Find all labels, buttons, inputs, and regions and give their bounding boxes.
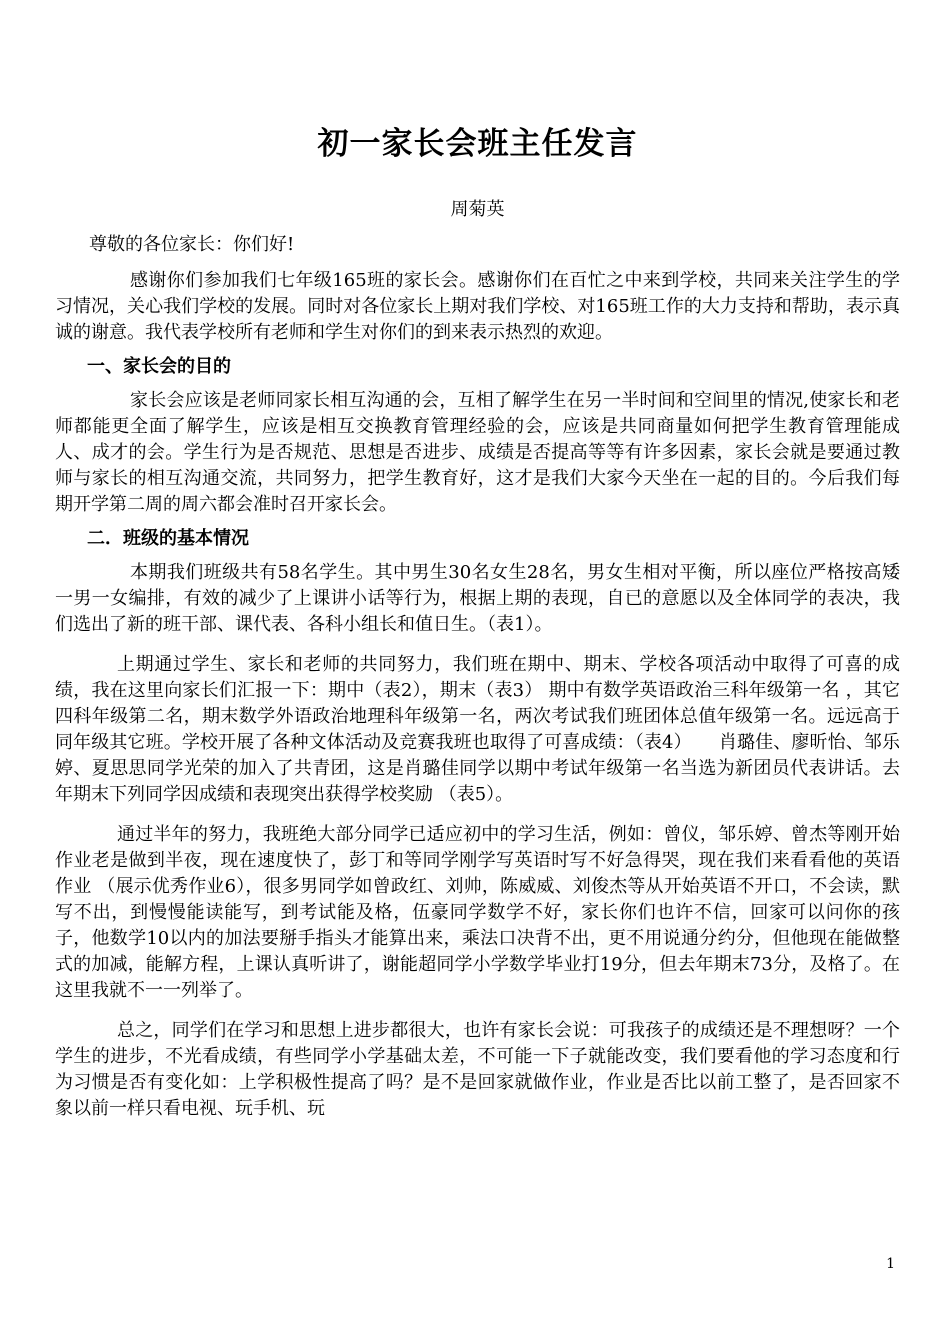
author-name: 周菊英 bbox=[450, 199, 505, 220]
page-number: 1 bbox=[886, 1256, 895, 1272]
intro-paragraph: 感谢你们参加我们七年级165班的家长会。感谢你们在百忙之中来到学校，共同来关注学生的学习情况，关心我们学校的发展。同时对各位家长上期对我们学校、对165班工作的大力支持和帮助，表示真诚的谢意。我代表学校所有老师和学生对你们的到来表示热烈的欢迎。 bbox=[55, 270, 900, 343]
class-info-paragraph-3: 通过半年的努力，我班绝大部分同学已适应初中的学习生活，例如：曾仪，邹乐婷、曾杰等刚开始作业老是做到半夜，现在速度快了，彭丁和等同学刚学写英语时写不好急得哭，现在我们来看看他的英语作业 （展示优秀作业6），很多男同学如曾政红、刘帅，陈威威、刘俊杰等从开始英语不开口，不会读，默写不出，到慢慢能读能写，到考试能及格，伍豪同学数学不好，家长你们也许不信，回家可以问你的孩子，他数学10以内的加法要掰手指头才能算出来，乘法口决背不出，更不用说通分约分，但他现在能做整式的加减，能解方程，上课认真听讲了，谢能超同学小学数学毕业打19分，但去年期末73分，及格了。在这里我就不一一列举了。 bbox=[55, 824, 900, 1001]
document-page bbox=[55, 120, 900, 1122]
section-heading-purpose: 一、家长会的目的 bbox=[87, 356, 231, 377]
class-info-paragraph-4: 总之，同学们在学习和思想上进步都很大，也许有家长会说：可我孩子的成绩还是不理想呀？一个学生的进步，不光看成绩，有些同学小学基础太差，不可能一下子就能改变，我们要看他的学习态度和行为习惯是否有变化如：上学积极性提高了吗？是不是回家就做作业，作业是否比以前工整了，是否回家不象以前一样只看电视、玩手机、玩 bbox=[55, 1020, 900, 1119]
greeting: 尊敬的各位家长：你们好! bbox=[89, 234, 295, 255]
section-heading-class-info: 二．班级的基本情况 bbox=[87, 528, 249, 549]
class-info-paragraph-1: 本期我们班级共有58名学生。其中男生30名女生28名，男女生相对平衡，所以座位严格按高矮一男一女编排，有效的减少了上课讲小话等行为，根据上期的表现，自已的意愿以及全体同学的表决，我们选出了新的班干部、课代表、各科小组长和值日生。（表1）。 bbox=[55, 562, 900, 635]
document-title: 初一家长会班主任发言 bbox=[317, 126, 638, 162]
class-info-paragraph-2: 上期通过学生、家长和老师的共同努力，我们班在期中、期末、学校各项活动中取得了可喜的成绩，我在这里向家长们汇报一下：期中（表2），期末（表3） 期中有数学英语政治三科年级第一名 ，其它四科年级第二名，期末数学外语政治地理科年级第一名，两次考试我们班团体总值年级第一名。远远高于同年级其它班。学校开展了各种文体活动及竞赛我班也取得了可喜成绩：（表4） 肖璐佳、廖昕怡、邹乐婷、夏思思同学光荣的加入了共青团，这是肖璐佳同学以期中考试年级第一名当选为新团员代表讲话。去年期末下列同学因成绩和表现突出获得学校奖励 （表5）。 bbox=[55, 654, 900, 805]
purpose-paragraph: 家长会应该是老师同家长相互沟通的会，互相了解学生在另一半时间和空间里的情况,使家长和老师都能更全面了解学生，应该是相互交换教育管理经验的会，应该是共同商量如何把学生教育管理能成人、成才的会。学生行为是否规范、思想是否进步、成绩是否提高等等有许多因素，家长会就是要通过教师与家长的相互沟通交流，共同努力，把学生教育好，这才是我们大家今天坐在一起的目的。今后我们每期开学第二周的周六都会准时召开家长会。 bbox=[55, 390, 900, 515]
